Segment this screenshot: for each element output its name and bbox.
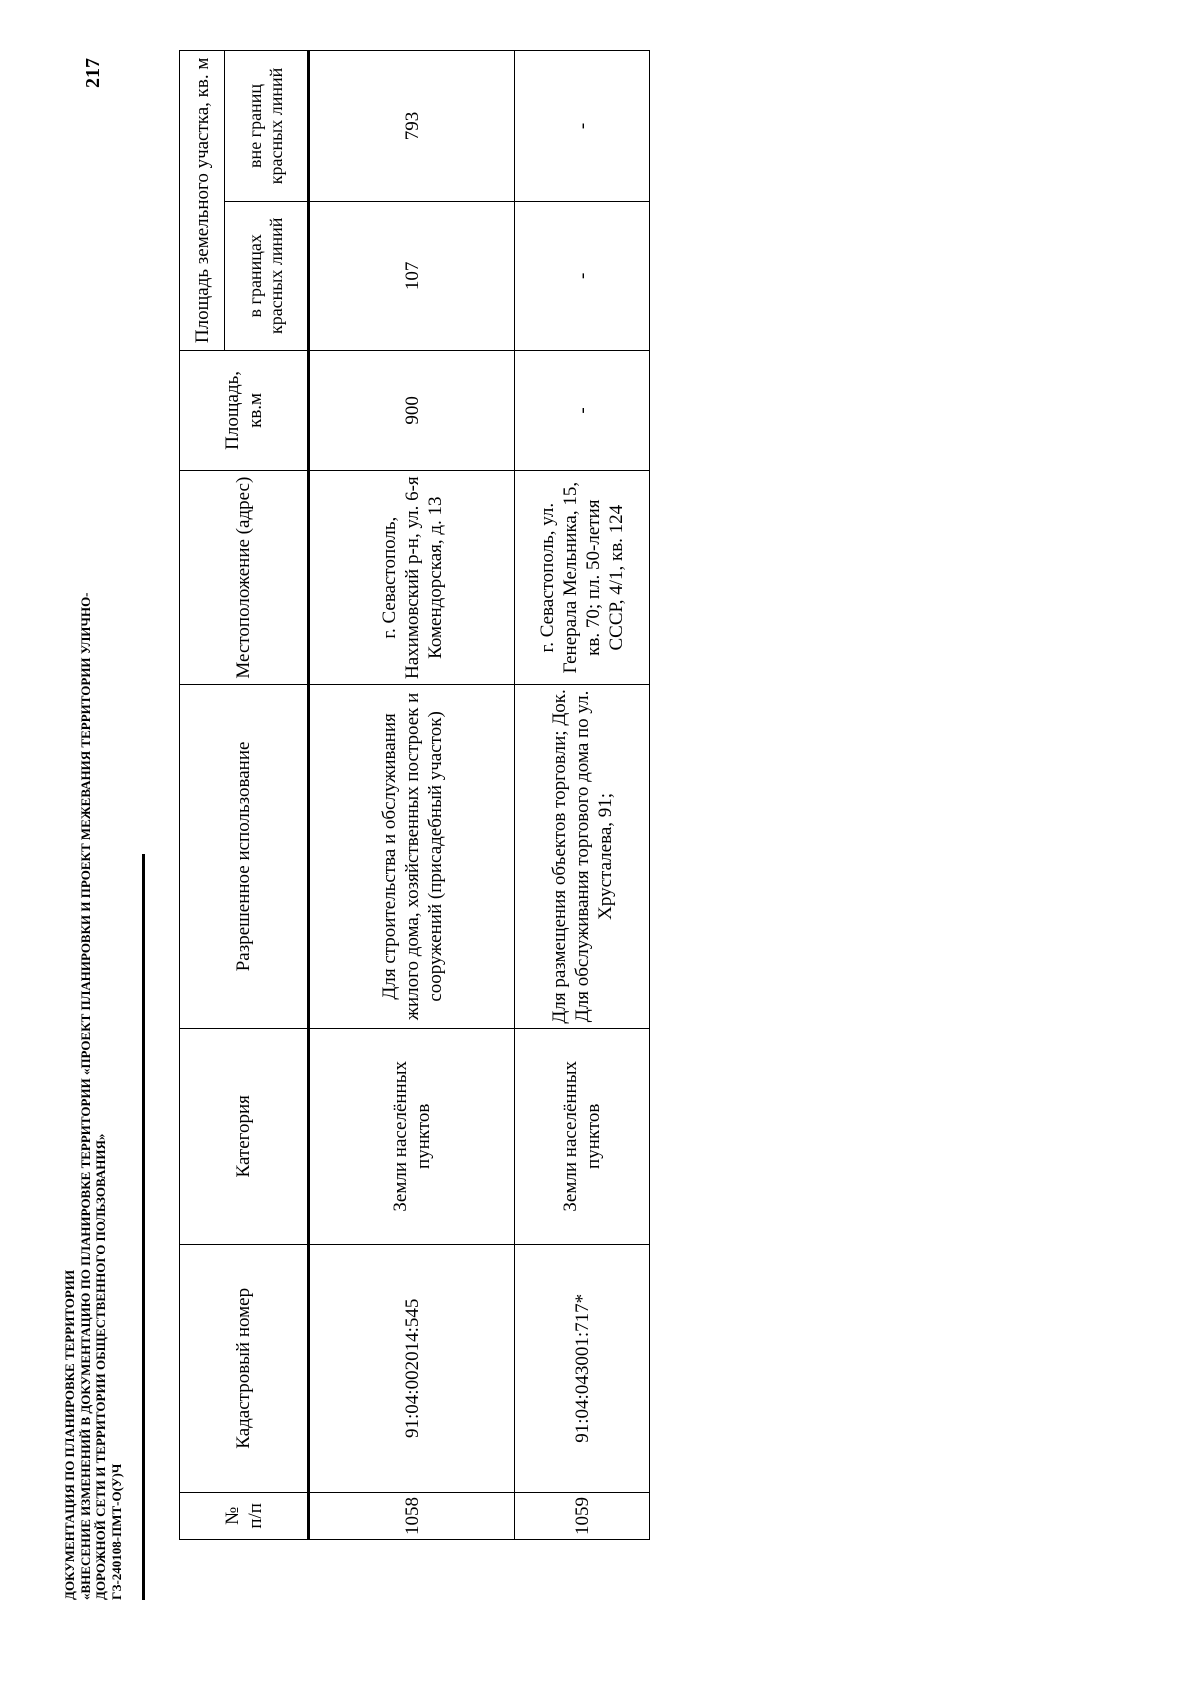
table-header xyxy=(180,51,309,1540)
cell-category: Земли населённых пунктов xyxy=(309,1028,515,1244)
col-header-num: № п/п xyxy=(180,1492,309,1539)
cell-area: - xyxy=(515,350,650,471)
cell-outside-red-lines: 793 xyxy=(309,51,515,202)
cell-within-red-lines: 107 xyxy=(309,201,515,350)
col-header-permitted-use: Разрешенное использование xyxy=(180,685,309,1029)
col-header-location: Местоположение (адрес) xyxy=(180,471,309,685)
header-line-3: ДОРОЖНОЙ СЕТИ И ТЕРРИТОРИИ ОБЩЕСТВЕННОГО ПОЛЬЗОВАНИЯ» xyxy=(93,1133,108,1600)
cell-cadastral: 91:04:002014:545 xyxy=(309,1244,515,1492)
page-number: 217 xyxy=(82,58,104,88)
table-row xyxy=(309,51,515,1540)
document-header xyxy=(62,100,124,1600)
col-header-within-red-lines: в границах красных линий xyxy=(225,201,309,350)
col-header-plot-area-group: Площадь земельного участка, кв. м xyxy=(180,51,225,351)
col-header-cadastral: Кадастровый номер xyxy=(180,1244,309,1492)
table-row xyxy=(515,51,650,1540)
cell-location: г. Севастополь, ул. Генерала Мельника, 15, кв. 70; пл. 50-летия СССР, 4/1, кв. 124 xyxy=(515,471,650,685)
col-header-category: Категория xyxy=(180,1028,309,1244)
cell-within-red-lines: - xyxy=(515,201,650,350)
header-line-2: «ВНЕСЕНИЕ ИЗМЕНЕНИЙ В ДОКУМЕНТАЦИЮ ПО ПЛАНИРОВКЕ ТЕРРИТОРИИ «ПРОЕКТ ПЛАНИРОВКИ И ПРОЕКТ МЕЖЕВАНИЯ ТЕРРИТОРИИ УЛИЧНО- xyxy=(77,592,93,1600)
cell-category: Земли населённых пунктов xyxy=(515,1028,650,1244)
col-header-outside-red-lines: вне границ красных линий xyxy=(225,51,309,202)
header-divider xyxy=(142,854,145,1600)
land-plots-table xyxy=(179,50,650,1540)
cell-area: 900 xyxy=(309,350,515,471)
cell-num: 1058 xyxy=(309,1492,515,1539)
header-line-4: ГЗ-240108-ПМТ-О(У)Ч xyxy=(108,1463,124,1600)
cell-permitted-use: Для строительства и обслуживания жилого дома, хозяйственных построек и сооружений (присадебный участок) xyxy=(309,685,515,1029)
col-header-area: Площадь, кв.м xyxy=(180,350,309,471)
cell-num: 1059 xyxy=(515,1492,650,1539)
cell-cadastral: 91:04:043001:717* xyxy=(515,1244,650,1492)
cell-permitted-use: Для размещения объектов торговли; Док. Для обслуживания торгового дома по ул. Хрусталева, 91; xyxy=(515,685,650,1029)
cell-outside-red-lines: - xyxy=(515,51,650,202)
cell-location: г. Севастополь, Нахимовский р-н, ул. 6-я Комендорская, д. 13 xyxy=(309,471,515,685)
header-line-1: ДОКУМЕНТАЦИЯ ПО ПЛАНИРОВКЕ ТЕРРИТОРИИ xyxy=(62,1269,77,1600)
